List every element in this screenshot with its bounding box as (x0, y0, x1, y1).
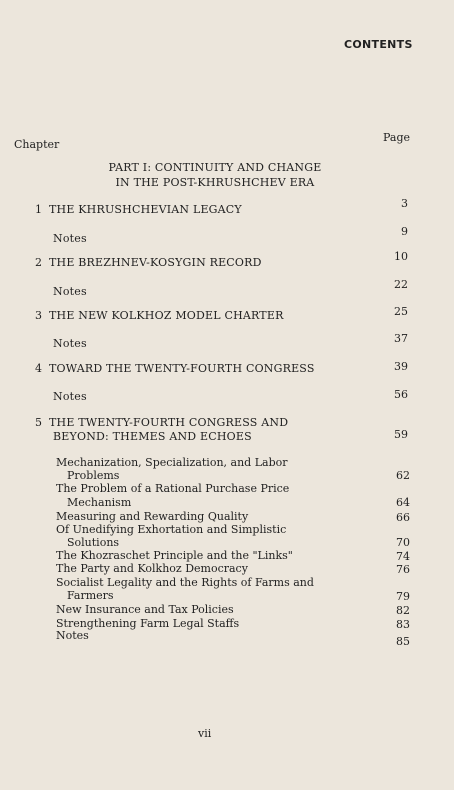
page-folio: vii (198, 727, 212, 740)
chapter-page: 25 (394, 305, 408, 318)
section-title-line1: The Problem of a Rational Purchase Price (56, 482, 290, 495)
running-header: CONTENTS (344, 38, 413, 51)
section-title-line2: Farmers (67, 589, 114, 602)
notes-label: Notes (53, 232, 87, 245)
section-title-line1: Measuring and Rewarding Quality (56, 510, 249, 523)
chapter-title-line1: THE TWENTY-FOURTH CONGRESS AND (49, 416, 289, 429)
section-title-line2: Solutions (67, 536, 120, 549)
section-page: 76 (396, 563, 410, 576)
section-title-line1: The Khozraschet Principle and the "Links" (56, 549, 293, 562)
chapter-number: 4 (35, 362, 43, 375)
section-page: 70 (396, 536, 410, 549)
notes-label: Notes (53, 285, 87, 298)
notes-page: 22 (394, 278, 408, 291)
chapter-number: 2 (35, 256, 43, 269)
section-title-line1: The Party and Kolkhoz Democracy (56, 562, 248, 575)
section-page: 64 (396, 496, 410, 509)
section-page: 66 (396, 511, 410, 524)
chapter-page: 10 (394, 250, 408, 263)
notes-label: Notes (53, 390, 87, 403)
section-page: 62 (396, 469, 410, 482)
chapter-number: 1 (35, 203, 43, 216)
page-column-label: Page (383, 131, 411, 144)
chapter-title-line2: BEYOND: THEMES AND ECHOES (53, 430, 252, 443)
chapter-title: TOWARD THE TWENTY-FOURTH CONGRESS (49, 362, 315, 375)
section-title-line1: Socialist Legality and the Rights of Farms and (56, 576, 314, 589)
section-page: 83 (396, 618, 410, 631)
section-page: 74 (396, 550, 410, 563)
notes-page: 9 (401, 225, 408, 238)
notes-label: Notes (56, 629, 89, 642)
section-title-line1: New Insurance and Tax Policies (56, 603, 234, 616)
notes-label: Notes (53, 337, 87, 350)
section-title-line1: Strengthening Farm Legal Staffs (56, 617, 240, 630)
notes-page: 37 (394, 332, 408, 345)
chapter-title: THE NEW KOLKHOZ MODEL CHARTER (49, 309, 284, 322)
chapter-title: THE KHRUSHCHEVIAN LEGACY (49, 203, 242, 216)
chapter-page: 39 (394, 360, 408, 373)
section-title-line2: Problems (67, 469, 120, 482)
chapter-page: 3 (401, 197, 408, 210)
chapter-number: 5 (35, 416, 43, 429)
chapter-title: THE BREZHNEV-KOSYGIN RECORD (49, 256, 262, 269)
section-page: 82 (396, 604, 410, 617)
part-title-line2: IN THE POST-KHRUSHCHEV ERA (115, 176, 315, 189)
part-title-line1: PART I: CONTINUITY AND CHANGE (108, 161, 322, 174)
notes-page: 85 (396, 635, 410, 648)
chapter-page: 59 (394, 428, 408, 441)
section-title-line1: Of Unedifying Exhortation and Simplistic (56, 523, 287, 536)
section-page: 79 (396, 590, 410, 603)
notes-page: 56 (394, 388, 408, 401)
section-title-line2: Mechanism (67, 496, 132, 509)
chapter-number: 3 (35, 309, 43, 322)
section-title-line1: Mechanization, Specialization, and Labor (56, 456, 288, 469)
chapter-column-label: Chapter (14, 138, 60, 151)
